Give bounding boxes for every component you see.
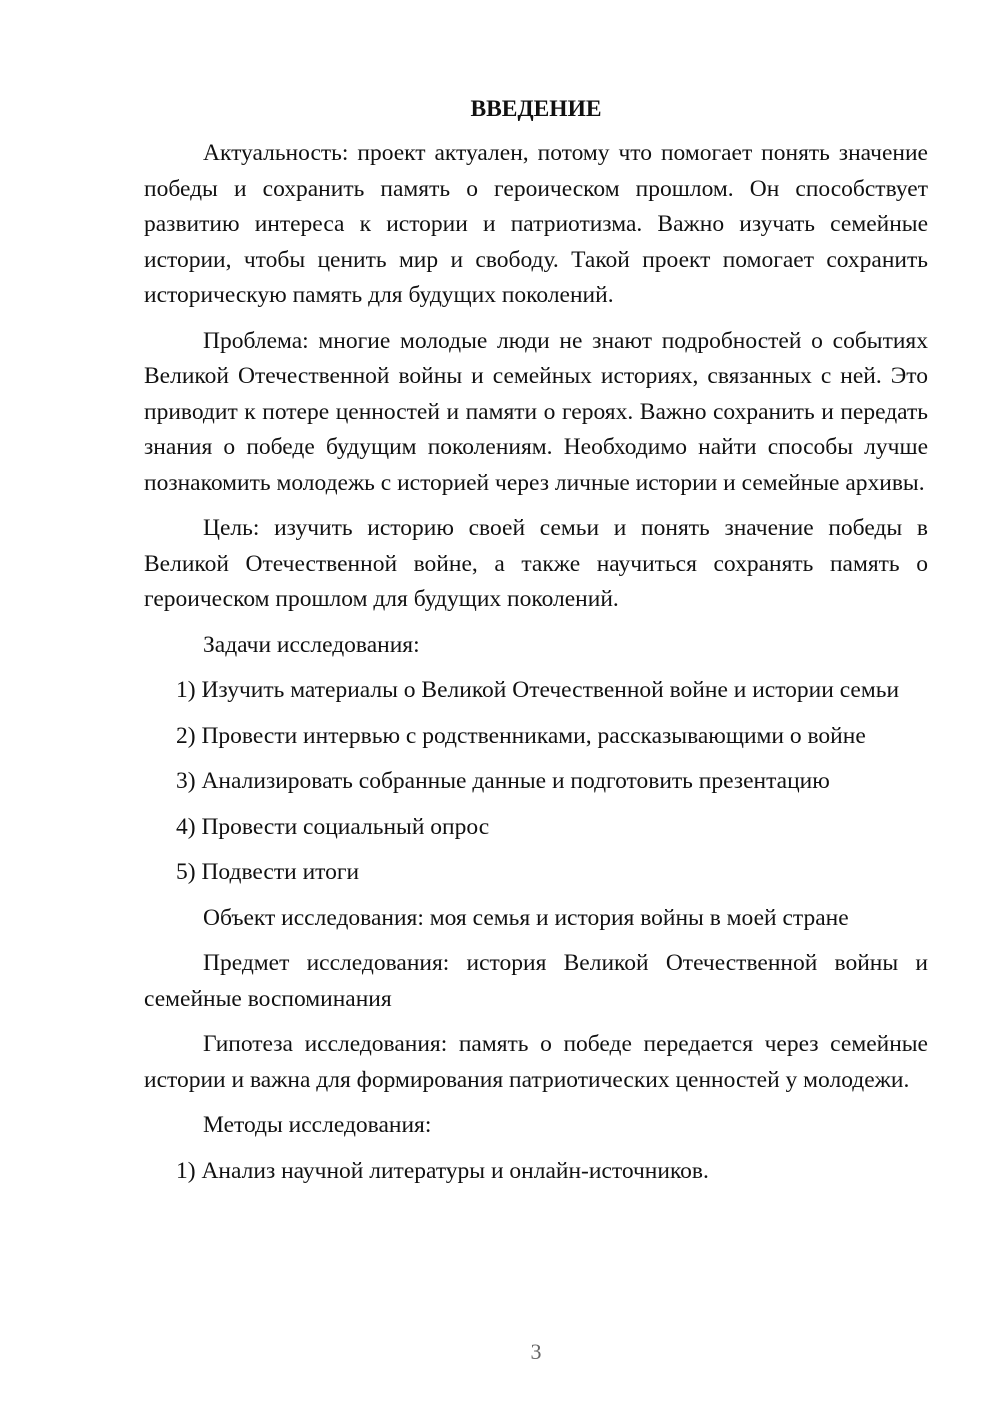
method-item: 1) Анализ научной литературы и онлайн-источников. [176, 1157, 709, 1184]
task-item: 4) Провести социальный опрос [176, 813, 490, 840]
object-paragraph: Объект исследования: моя семья и история войны в моей стране [203, 904, 849, 931]
goal-paragraph: Цель: изучить историю своей семьи и понять значение победы в Великой Отечественной войне, а также научиться сохранять память о героическом прошлом для будущих поколений. [144, 515, 928, 612]
page-number: 3 [530, 1339, 542, 1364]
subject-paragraph: Предмет исследования: история Великой Отечественной войны и семейные воспоминания [144, 950, 928, 1012]
methods-heading: Методы исследования: [203, 1112, 432, 1138]
task-item: 1) Изучить материалы о Великой Отечественной войне и истории семьи [176, 677, 900, 703]
page-content [144, 92, 928, 1199]
tasks-heading: Задачи исследования: [203, 631, 420, 658]
task-item: 5) Подвести итоги [176, 859, 360, 885]
task-item: 2) Провести интервью с родственниками, рассказывающими о войне [176, 722, 866, 749]
relevance-paragraph: Актуальность: проект актуален, потому что помогает понять значение победы и сохранить память о героическом прошлом. Он способствует развитию интереса к истории и патриотизма. Важно изучать семейные истории, чтобы ценить мир и свободу. Такой проект помогает сохранить историческую память для будущих поколений. [144, 140, 928, 308]
section-title: ВВЕДЕНИЕ [470, 96, 602, 122]
hypothesis-paragraph: Гипотеза исследования: память о победе передается через семейные истории и важна для формирования патриотических ценностей у молодежи. [144, 1031, 928, 1093]
task-item: 3) Анализировать собранные данные и подготовить презентацию [176, 768, 830, 794]
problem-paragraph: Проблема: многие молодые люди не знают подробностей о событиях Великой Отечественной войны и семейных историях, связанных с ней. Это приводит к потере ценностей и памяти о героях. Важно сохранить и передать знания о победе будущим поколениям. Необходимо найти способы лучше познакомить молодежь с историей через личные истории и семейные архивы. [144, 327, 928, 496]
